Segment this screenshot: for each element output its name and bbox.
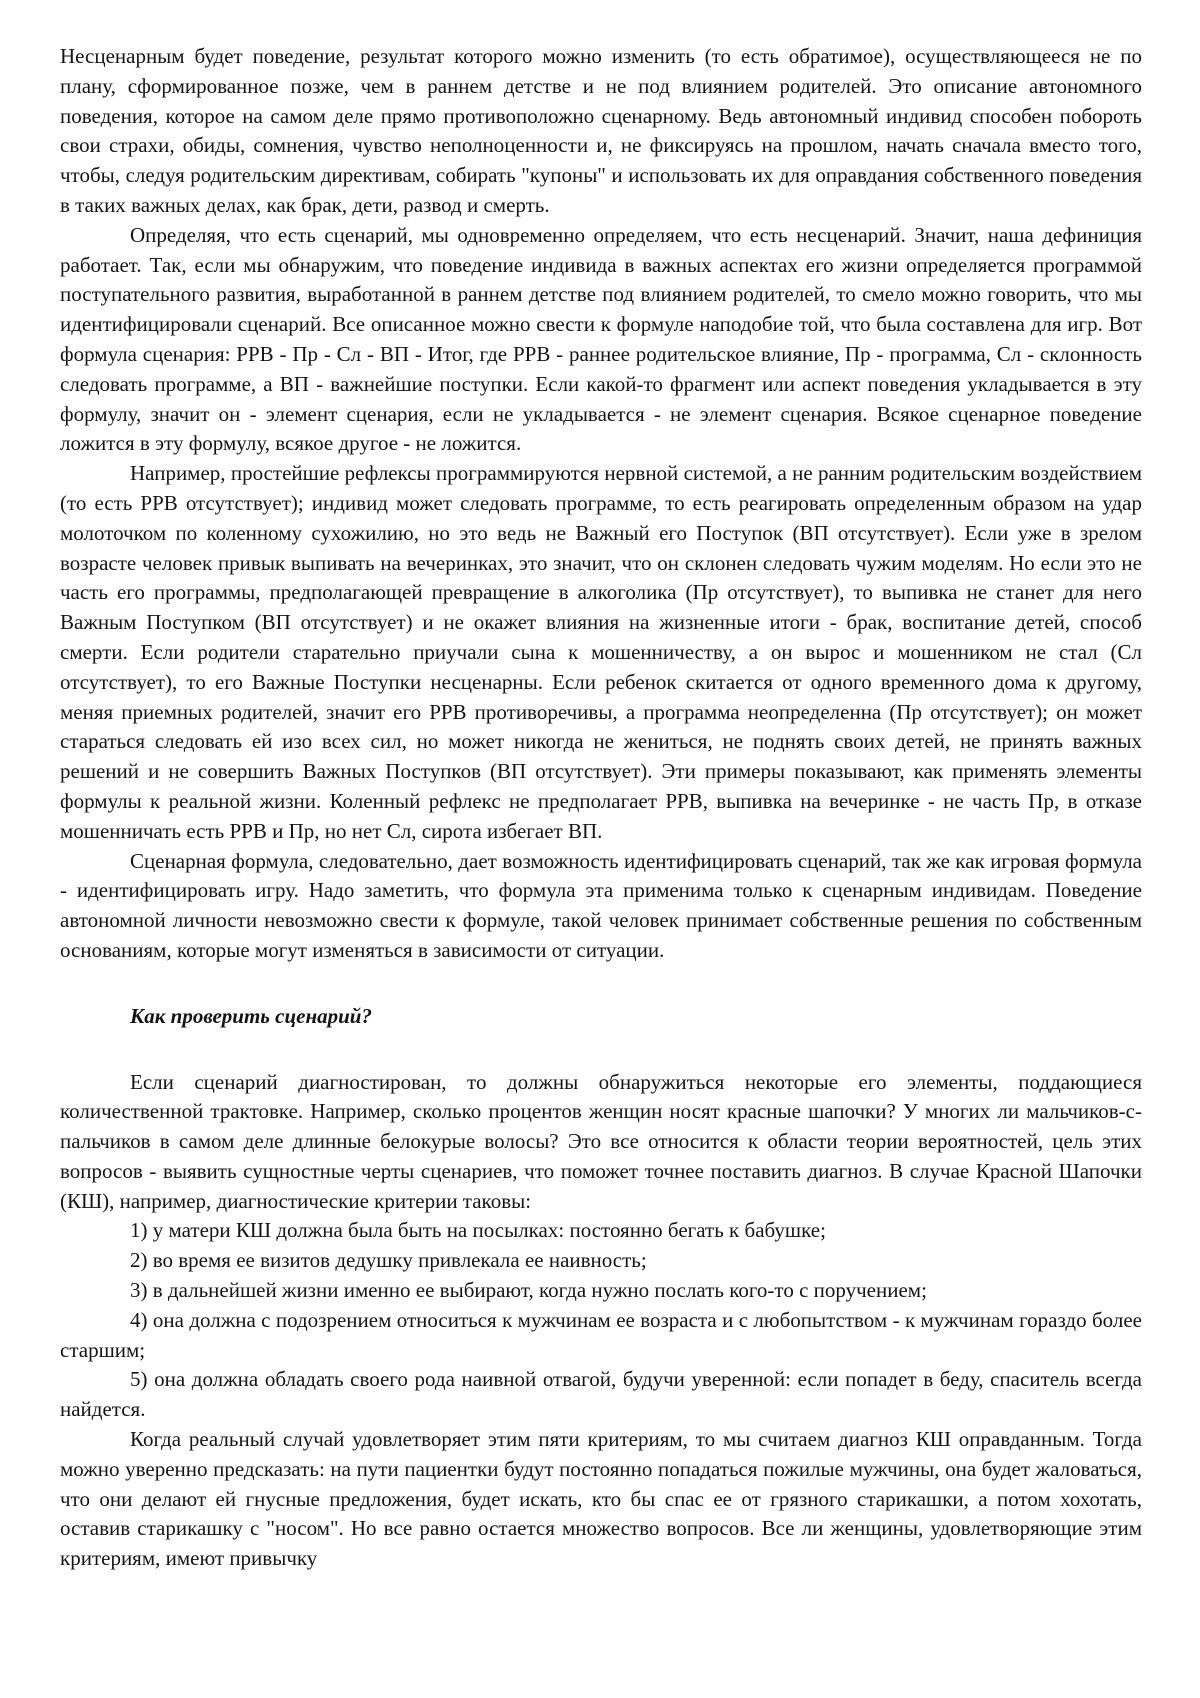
criterion-item-3: 3) в дальнейшей жизни именно ее выбирают, когда нужно послать кого-то с поручением; — [130, 1278, 927, 1303]
document-page — [60, 42, 1142, 1574]
spacer — [60, 966, 1142, 1002]
criterion-item-2: 2) во время ее визитов дедушку привлекала ее наивность; — [130, 1248, 647, 1273]
paragraph-diagnosis-intro: Если сценарий диагностирован, то должны обнаружиться некоторые его элементы, поддающиеся количественной трактовке. Например, сколько процентов женщин носят красные шапочки? У многих ли мальчиков-с-пальчиков в самом деле длинные белокурые волосы? Это все относится к области теории вероятностей, цель этих вопросов - выявить сущностные черты сценариев, что поможет точнее поставить диагноз. В случае Красной Шапочки (КШ), например, диагностические критерии таковы: — [60, 1069, 1142, 1213]
paragraph-script-formula: Определяя, что есть сценарий, мы одновременно определяем, что есть несценарий. Значит, наша дефиниция работает. Так, если мы обнаружим, что поведение индивида в важных аспектах его жизни определяется программой поступательного развития, выработанной в раннем детстве под влиянием родителей, то смело можно говорить, что мы идентифицировали сценарий. Все описанное можно свести к формуле наподобие той, что была составлена для игр. Вот формула сценария: РРВ - Пр - Сл - ВП - Итог, где РРВ - раннее родительское влияние, Пр - программа, Сл - склонность следовать программе, а ВП - важнейшие поступки. Если какой-то фрагмент или аспект поведения укладывается в эту формулу, значит он - элемент сценария, если не укладывается - не элемент сценария. Всякое сценарное поведение ложится в эту формулу, всякое другое - не ложится. — [60, 222, 1142, 456]
section-heading: Как проверить сценарий? — [130, 1003, 372, 1028]
paragraph-diagnosis-prediction: Когда реальный случай удовлетворяет этим пяти критериям, то мы считаем диагноз КШ оправданным. Тогда можно уверенно предсказать: на пути пациентки будут постоянно попадаться пожилые мужчины, она будет жаловаться, что они делают ей гнусные предложения, будет искать, кто бы спас ее от грязного старикашки, а потом хохотать, оставив старикашку с "носом". Но все равно остается множество вопросов. Все ли женщины, удовлетворяющие этим критериям, имеют привычку — [60, 1427, 1142, 1571]
criterion-item-1: 1) у матери КШ должна была быть на посылках: постоянно бегать к бабушке; — [130, 1218, 826, 1243]
paragraph-non-script-behavior: Несценарным будет поведение, результат которого можно изменить (то есть обратимое), осуществляющееся не по плану, сформированное позже, чем в раннем детстве и не под влиянием родителей. Это описание автономного поведения, которое на самом деле прямо противоположно сценарному. Ведь автономный индивид способен побороть свои страхи, обиды, сомнения, чувство неполноценности и, не фиксируясь на прошлом, начать сначала вместо того, чтобы, следуя родительским директивам, собирать "купоны" и использовать их для оправдания собственного поведения в таких важных делах, как брак, дети, развод и смерть. — [60, 44, 1142, 217]
paragraph-formula-conclusion: Сценарная формула, следовательно, дает возможность идентифицировать сценарий, так же как игровая формула - идентифицировать игру. Надо заметить, что формула эта применима только к сценарным индивидам. Поведение автономной личности невозможно свести к формуле, такой человек принимает собственные решения по собственным основаниям, которые могут изменяться в зависимости от ситуации. — [60, 848, 1142, 962]
criterion-item-4: 4) она должна с подозрением относиться к мужчинам ее возраста и с любопытством - к мужчинам гораздо более старшим; — [60, 1307, 1142, 1362]
spacer — [60, 1032, 1142, 1068]
paragraph-examples: Например, простейшие рефлексы программируются нервной системой, а не ранним родительским воздействием (то есть РРВ отсутствует); индивид может следовать программе, то есть реагировать определенным образом на удар молоточком по коленному сухожилию, но это ведь не Важный его Поступок (ВП отсутствует). Если уже в зрелом возрасте человек привык выпивать на вечеринках, это значит, что он склонен следовать чужим моделям. Но если это не часть его программы, предполагающей превращение в алкоголика (Пр отсутствует), то выпивка не станет для него Важным Поступком (ВП отсутствует) и не окажет влияния на жизненные итоги - брак, воспитание детей, способ смерти. Если родители старательно приучали сына к мошенничеству, а он вырос и мошенником не стал (Сл отсутствует), то его Важные Поступки несценарны. Если ребенок скитается от одного временного дома к другому, меняя приемных родителей, значит его РРВ противоречивы, а программа неопределенна (Пр отсутствует); он может стараться следовать ей изо всех сил, но может никогда не жениться, не поднять своих детей, не принять важных решений и не совершить Важных Поступков (ВП отсутствует). Эти примеры показывают, как применять элементы формулы к реальной жизни. Коленный рефлекс не предполагает РРВ, выпивка на вечеринке - не часть Пр, в отказе мошенничать есть РРВ и Пр, но нет Сл, сирота избегает ВП. — [60, 461, 1142, 843]
criterion-item-5: 5) она должна обладать своего рода наивной отвагой, будучи уверенной: если попадет в беду, спаситель всегда найдется. — [60, 1367, 1142, 1422]
